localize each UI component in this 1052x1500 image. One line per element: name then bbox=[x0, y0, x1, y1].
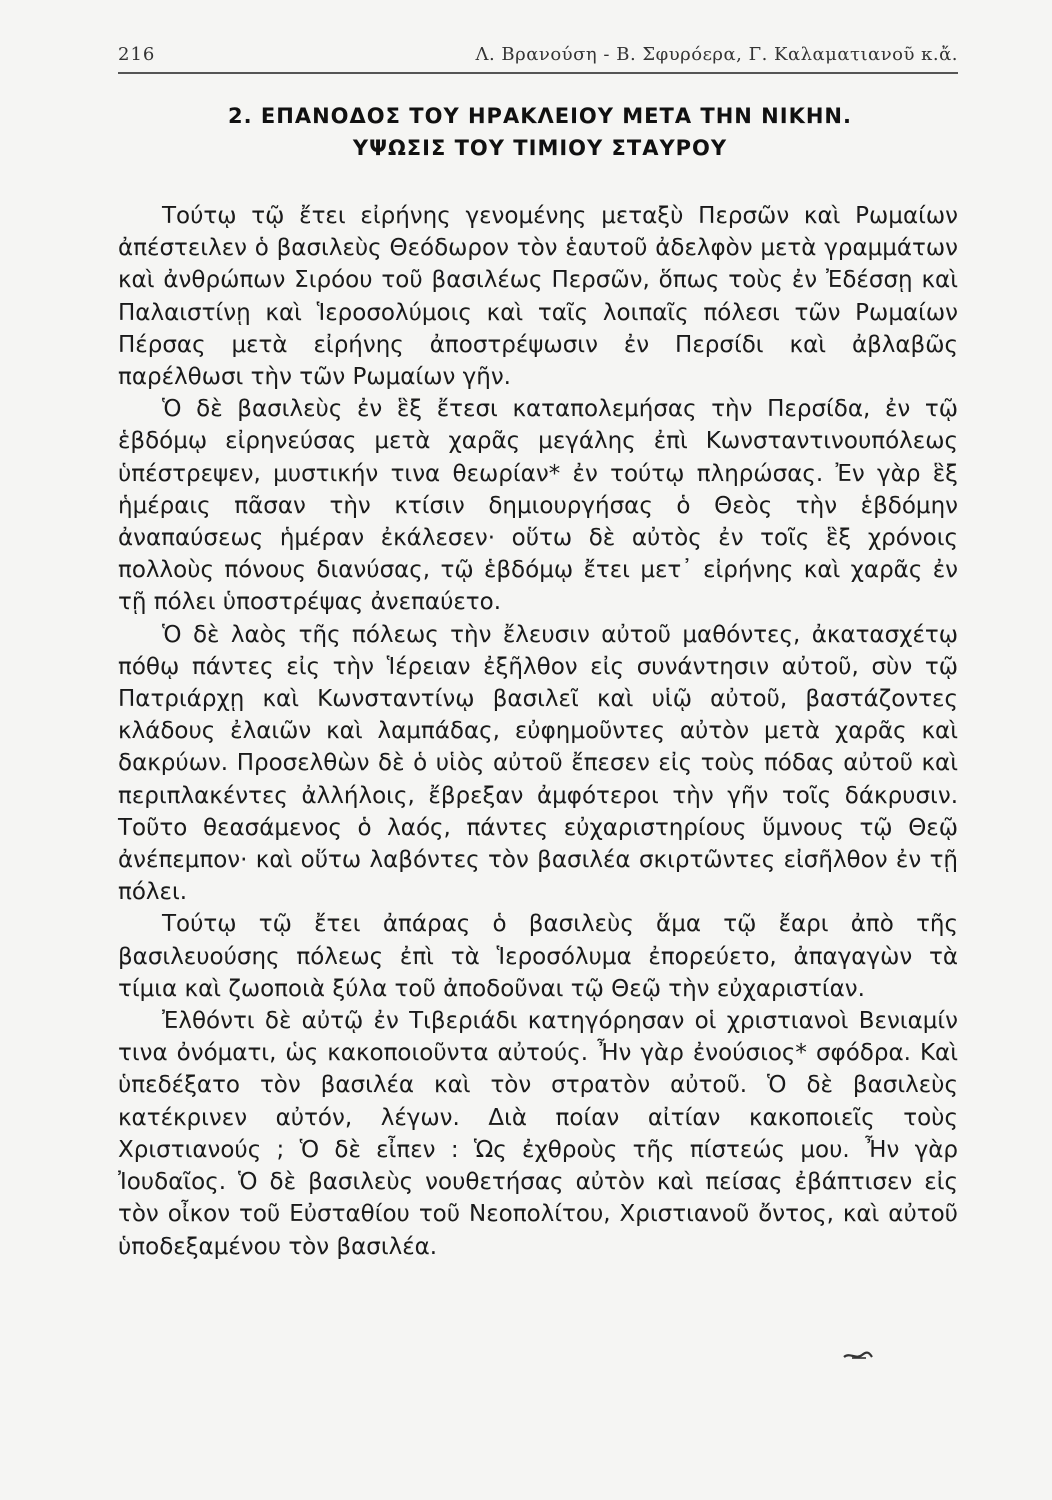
running-head bbox=[118, 40, 958, 72]
paragraph: Τούτῳ τῷ ἔτει εἰρήνης γενομένης μεταξὺ Περσῶν καὶ Ρωμαίων ἀπέστειλεν ὁ βασιλεὺς Θεόδωρον τὸν ἑαυτοῦ ἀδελφὸν μετὰ γραμμάτων καὶ ἀνθρώπων Σιρόου τοῦ βασιλέως Περσῶν, ὅπως τοὺς ἐν Ἐδέσσῃ καὶ Παλαιστίνῃ καὶ Ἱεροσολύμοις καὶ ταῖς λοιπαῖς πόλεσι τῶν Ρωμαίων Πέρσας μετὰ εἰρήνης ἀποστρέψωσιν ἐν Περσίδι καὶ ἀβλαβῶς παρέλθωσι τὴν τῶν Ρωμαίων γῆν. bbox=[118, 203, 958, 391]
paragraph: Τούτῳ τῷ ἔτει ἀπάρας ὁ βασιλεὺς ἅμα τῷ ἔαρι ἀπὸ τῆς βασιλευούσης πόλεως ἐπὶ τὰ Ἱεροσόλυμα ἐπορεύετο, ἀπαγαγὼν τὰ τίμια καὶ ζωοποιὰ ξύλα τοῦ ἀποδοῦναι τῷ Θεῷ τὴν εὐχαριστίαν. bbox=[118, 911, 958, 1002]
header-rule bbox=[118, 72, 958, 74]
paragraph: Ἐλθόντι δὲ αὐτῷ ἐν Τιβεριάδι κατηγόρησαν οἱ χριστιανοὶ Βενιαμίν τινα ὀνόματι, ὡς κακοποιοῦντα αὐτούς. Ἦν γὰρ ἐνούσιος* σφόδρα. Καὶ ὑπεδέξατο τὸν βασιλέα καὶ τὸν στρατὸν αὐτοῦ. Ὁ δὲ βασιλεὺς κατέκρινεν αὐτόν, λέγων. Διὰ ποίαν αἰτίαν κακοποιεῖς τοὺς Χριστιανούς ; Ὁ δὲ εἶπεν : Ὡς ἐχθροὺς τῆς πίστεώς μου. Ἦν γὰρ Ἰουδαῖος. Ὁ δὲ βασιλεὺς νουθετήσας αὐτὸν καὶ πείσας ἐβάπτισεν εἰς τὸν οἶκον τοῦ Εὐσταθίου τοῦ Νεοπολίτου, Χριστιανοῦ ὄντος, καὶ αὐτοῦ ὑποδεξαμένου τὸν βασιλέα. bbox=[118, 1008, 958, 1260]
paragraph: Ὁ δὲ λαὸς τῆς πόλεως τὴν ἔλευσιν αὐτοῦ μαθόντες, ἀκατασχέτῳ πόθῳ πάντες εἰς τὴν Ἱέρειαν ἐξῆλθον εἰς συνάντησιν αὐτοῦ, σὺν τῷ Πατριάρχῃ καὶ Κωνσταντίνῳ βασιλεῖ καὶ υἱῷ αὐτοῦ, βαστάζοντες κλάδους ἐλαιῶν καὶ λαμπάδας, εὐφημοῦντες αὐτὸν μετὰ χαρᾶς καὶ δακρύων. Προσελθὼν δὲ ὁ υἱὸς αὐτοῦ ἔπεσεν εἰς τοὺς πόδας αὐτοῦ καὶ περιπλακέντες ἀλλήλοις, ἔβρεξαν ἀμφότεροι τὴν γῆν τοῖς δάκρυσιν. Τοῦτο θεασάμενος ὁ λαός, πάντες εὐχαριστηρίους ὕμνους τῷ Θεῷ ἀνέπεμπον· καὶ οὕτω λαβόντες τὸν βασιλέα σκιρτῶντες εἰσῆλθον ἐν τῇ πόλει. bbox=[118, 621, 958, 906]
paragraph: Ὁ δὲ βασιλεὺς ἐν ἓξ ἔτεσι καταπολεμήσας τὴν Περσίδα, ἐν τῷ ἑβδόμῳ εἰρηνεύσας μετὰ χαρᾶς μεγάλης ἐπὶ Κωνσταντινουπόλεως ὑπέστρεψεν, μυστικήν τινα θεωρίαν* ἐν τούτῳ πληρώσας. Ἐν γὰρ ἓξ ἡμέραις πᾶσαν τὴν κτίσιν δημιουργήσας ὁ Θεὸς τὴν ἑβδόμην ἀναπαύσεως ἡμέραν ἐκάλεσεν· οὕτω δὲ αὐτὸς ἐν τοῖς ἓξ χρόνοις πολλοὺς πόνους διανύσας, τῷ ἑβδόμῳ ἔτει μετ᾽ εἰρήνης καὶ χαρᾶς ἐν τῇ πόλει ὑποστρέψας ἀνεπαύετο. bbox=[118, 396, 958, 616]
section-title-line-1: 2. ΕΠΑΝΟΔΟΣ ΤΟΥ ΗΡΑΚΛΕΙΟΥ ΜΕΤΑ ΤΗΝ ΝΙΚΗΝ. bbox=[228, 104, 852, 128]
end-flourish-mark bbox=[842, 1348, 874, 1362]
body-text bbox=[118, 200, 958, 1263]
page-number: 216 bbox=[118, 44, 156, 65]
section-title-line-2: ΥΨΩΣΙΣ ΤΟΥ ΤΙΜΙΟΥ ΣΤΑΥΡΟΥ bbox=[352, 136, 728, 160]
running-head-authors: Λ. Βρανούση - Β. Σφυρόερα, Γ. Καλαματιανοῦ κ.ἄ. bbox=[475, 44, 958, 65]
